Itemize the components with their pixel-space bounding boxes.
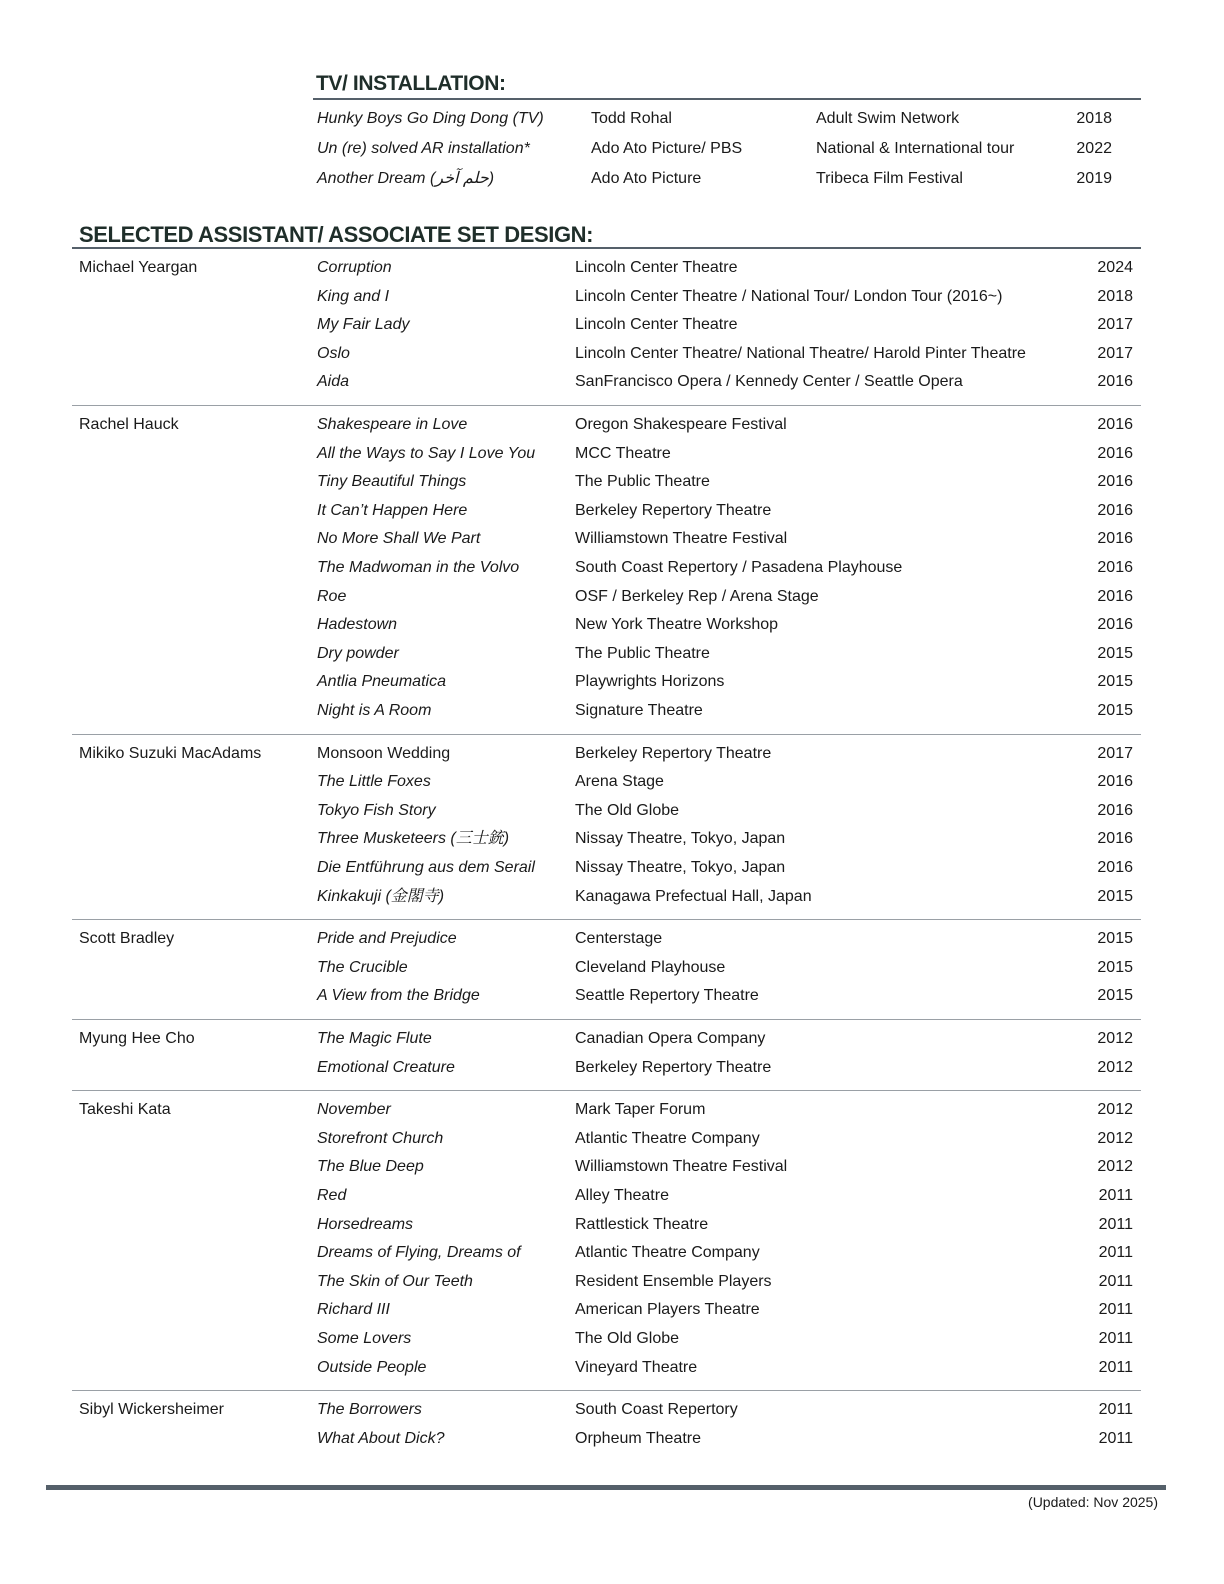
- production-title: Corruption: [317, 259, 392, 276]
- production-year: 2016: [1097, 502, 1133, 519]
- production-venue: Canadian Opera Company: [575, 1030, 766, 1047]
- production-venue: The Public Theatre: [575, 645, 710, 662]
- production-year: 2016: [1097, 802, 1133, 819]
- production-title: Outside People: [317, 1359, 427, 1376]
- tv-title: Another Dream (حلم آخر): [317, 170, 495, 187]
- production-title: Red: [317, 1187, 347, 1204]
- tv-venue: Tribeca Film Festival: [816, 170, 963, 187]
- group-divider: [72, 405, 1141, 406]
- production-title: What About Dick?: [317, 1430, 445, 1447]
- designer-name: Scott Bradley: [79, 930, 175, 948]
- production-title: Tiny Beautiful Things: [317, 473, 467, 490]
- production-venue: South Coast Repertory / Pasadena Playhouse: [575, 559, 903, 576]
- production-year: 2016: [1097, 616, 1133, 633]
- designer-name: Takeshi Kata: [79, 1101, 171, 1119]
- tv-installation-heading: TV/ INSTALLATION:: [316, 72, 506, 95]
- production-venue: Rattlestick Theatre: [575, 1216, 709, 1233]
- production-year: 2011: [1098, 1430, 1133, 1447]
- tv-director: Ado Ato Picture/ PBS: [591, 140, 743, 157]
- production-year: 2016: [1097, 445, 1133, 462]
- production-title: Richard III: [317, 1301, 390, 1318]
- production-venue: Arena Stage: [575, 773, 664, 790]
- production-title: All the Ways to Say I Love You: [317, 445, 536, 462]
- tv-director: Ado Ato Picture: [591, 170, 702, 187]
- production-venue: SanFrancisco Opera / Kennedy Center / Seattle Opera: [575, 373, 963, 390]
- updated-note: (Updated: Nov 2025): [1028, 1494, 1158, 1510]
- production-year: 2011: [1098, 1273, 1133, 1290]
- production-year: 2016: [1097, 559, 1133, 576]
- production-title: Hadestown: [317, 616, 398, 633]
- production-year: 2016: [1097, 830, 1133, 847]
- production-venue: New York Theatre Workshop: [575, 616, 779, 633]
- tv-year: 2019: [1076, 170, 1112, 187]
- assistant-rule: [72, 247, 1141, 249]
- assistant-heading: SELECTED ASSISTANT/ ASSOCIATE SET DESIGN:: [79, 222, 594, 247]
- production-year: 2012: [1097, 1130, 1133, 1147]
- production-venue: MCC Theatre: [575, 445, 671, 462]
- production-year: 2015: [1097, 888, 1133, 905]
- production-title: Roe: [317, 588, 347, 605]
- production-year: 2011: [1098, 1359, 1133, 1376]
- production-title: Oslo: [317, 345, 350, 362]
- group-divider: [72, 1019, 1141, 1020]
- production-venue: Kanagawa Prefectual Hall, Japan: [575, 888, 812, 905]
- designer-name: Mikiko Suzuki MacAdams: [79, 744, 262, 762]
- production-title: The Madwoman in the Volvo: [317, 559, 520, 576]
- production-venue: Berkeley Repertory Theatre: [575, 1059, 772, 1076]
- production-title: Emotional Creature: [317, 1059, 455, 1076]
- production-title: Night is A Room: [317, 702, 432, 719]
- production-title: Horsedreams: [317, 1216, 414, 1233]
- group-divider: [72, 919, 1141, 920]
- footer-rule: [46, 1485, 1166, 1490]
- production-title: Pride and Prejudice: [317, 930, 457, 947]
- production-venue: Atlantic Theatre Company: [575, 1244, 760, 1261]
- production-year: 2016: [1097, 473, 1133, 490]
- production-year: 2024: [1097, 259, 1133, 276]
- production-year: 2015: [1097, 987, 1133, 1004]
- production-venue: The Public Theatre: [575, 473, 710, 490]
- production-title: Dreams of Flying, Dreams of: [317, 1244, 521, 1261]
- production-year: 2011: [1098, 1244, 1133, 1261]
- tv-venue: Adult Swim Network: [816, 110, 960, 127]
- production-venue: Lincoln Center Theatre/ National Theatre/ Harold Pinter Theatre: [575, 345, 1026, 362]
- production-title: Shakespeare in Love: [317, 416, 468, 433]
- production-title: The Magic Flute: [317, 1030, 432, 1047]
- designer-name: Rachel Hauck: [79, 416, 179, 433]
- production-year: 2016: [1097, 530, 1133, 547]
- production-venue: Seattle Repertory Theatre: [575, 987, 759, 1004]
- production-venue: OSF / Berkeley Rep / Arena Stage: [575, 588, 819, 605]
- production-venue: South Coast Repertory: [575, 1401, 738, 1418]
- production-venue: Nissay Theatre, Tokyo, Japan: [575, 830, 786, 847]
- production-title: The Blue Deep: [317, 1158, 424, 1175]
- production-venue: Nissay Theatre, Tokyo, Japan: [575, 859, 786, 876]
- production-venue: Lincoln Center Theatre / National Tour/ London Tour (2016~): [575, 288, 1003, 305]
- production-title: Kinkakuji (金閣寺): [317, 888, 445, 905]
- production-year: 2016: [1097, 773, 1133, 790]
- tv-title: Un (re) solved AR installation*: [317, 140, 530, 157]
- production-year: 2016: [1097, 859, 1133, 876]
- production-venue: Orpheum Theatre: [575, 1430, 701, 1447]
- production-title: Die Entführung aus dem Serail: [317, 859, 535, 876]
- production-year: 2012: [1097, 1030, 1133, 1047]
- designer-name: Sibyl Wickersheimer: [79, 1401, 224, 1419]
- production-venue: Playwrights Horizons: [575, 673, 725, 690]
- production-year: 2011: [1098, 1301, 1133, 1318]
- production-title: Aida: [317, 373, 350, 390]
- production-year: 2015: [1097, 930, 1133, 947]
- production-title: Tokyo Fish Story: [317, 802, 436, 819]
- production-venue: Berkeley Repertory Theatre: [575, 745, 772, 762]
- production-year: 2017: [1097, 316, 1133, 333]
- production-venue: Atlantic Theatre Company: [575, 1130, 760, 1147]
- group-divider: [72, 734, 1141, 735]
- production-year: 2011: [1098, 1330, 1133, 1347]
- production-title: The Little Foxes: [317, 773, 431, 790]
- production-title: A View from the Bridge: [317, 987, 480, 1004]
- tv-year: 2022: [1076, 140, 1112, 157]
- production-venue: Berkeley Repertory Theatre: [575, 502, 772, 519]
- production-title: Some Lovers: [317, 1330, 412, 1347]
- tv-year: 2018: [1076, 110, 1112, 127]
- production-venue: Williamstown Theatre Festival: [575, 1158, 788, 1175]
- designer-name: Myung Hee Cho: [79, 1030, 195, 1047]
- production-year: 2012: [1097, 1158, 1133, 1175]
- production-year: 2011: [1098, 1401, 1133, 1418]
- production-year: 2016: [1097, 416, 1133, 433]
- production-venue: American Players Theatre: [575, 1301, 760, 1318]
- production-venue: Mark Taper Forum: [575, 1101, 706, 1118]
- production-title: Dry powder: [317, 645, 399, 662]
- production-title: The Skin of Our Teeth: [317, 1273, 473, 1290]
- production-title: King and I: [317, 288, 390, 305]
- production-year: 2015: [1097, 645, 1133, 662]
- tv-venue: National & International tour: [816, 140, 1015, 157]
- production-title: November: [317, 1101, 391, 1118]
- production-year: 2018: [1097, 288, 1133, 305]
- production-year: 2011: [1098, 1187, 1133, 1204]
- production-title: It Can’t Happen Here: [317, 502, 468, 519]
- tv-installation-rule: [313, 98, 1141, 100]
- production-year: 2016: [1097, 373, 1133, 390]
- production-year: 2015: [1097, 673, 1133, 690]
- production-title: The Borrowers: [317, 1401, 422, 1418]
- production-title: My Fair Lady: [317, 316, 410, 333]
- production-venue: The Old Globe: [575, 802, 680, 819]
- production-venue: Centerstage: [575, 930, 663, 947]
- tv-title: Hunky Boys Go Ding Dong (TV): [317, 110, 544, 127]
- production-year: 2017: [1097, 345, 1133, 362]
- production-year: 2017: [1097, 745, 1133, 762]
- production-venue: Lincoln Center Theatre: [575, 316, 738, 333]
- production-year: 2016: [1097, 588, 1133, 605]
- production-year: 2012: [1097, 1101, 1133, 1118]
- production-title: Three Musketeers (三士銃): [317, 830, 510, 847]
- group-divider: [72, 1090, 1141, 1091]
- designer-name: Michael Yeargan: [79, 259, 198, 276]
- production-title: Antlia Pneumatica: [317, 673, 446, 690]
- production-year: 2012: [1097, 1059, 1133, 1076]
- group-divider: [72, 1390, 1141, 1391]
- production-year: 2011: [1098, 1216, 1133, 1233]
- production-venue: Alley Theatre: [575, 1187, 669, 1204]
- production-year: 2015: [1097, 702, 1133, 719]
- production-title: Monsoon Wedding: [317, 745, 451, 762]
- production-venue: Oregon Shakespeare Festival: [575, 416, 787, 433]
- production-venue: Williamstown Theatre Festival: [575, 530, 788, 547]
- production-venue: Vineyard Theatre: [575, 1359, 698, 1376]
- production-year: 2015: [1097, 959, 1133, 976]
- production-venue: Resident Ensemble Players: [575, 1273, 772, 1290]
- production-venue: Lincoln Center Theatre: [575, 259, 738, 276]
- production-venue: The Old Globe: [575, 1330, 680, 1347]
- production-title: Storefront Church: [317, 1130, 444, 1147]
- production-title: The Crucible: [317, 959, 408, 976]
- tv-director: Todd Rohal: [591, 110, 672, 127]
- production-venue: Signature Theatre: [575, 702, 703, 719]
- production-venue: Cleveland Playhouse: [575, 959, 726, 976]
- production-title: No More Shall We Part: [317, 530, 481, 547]
